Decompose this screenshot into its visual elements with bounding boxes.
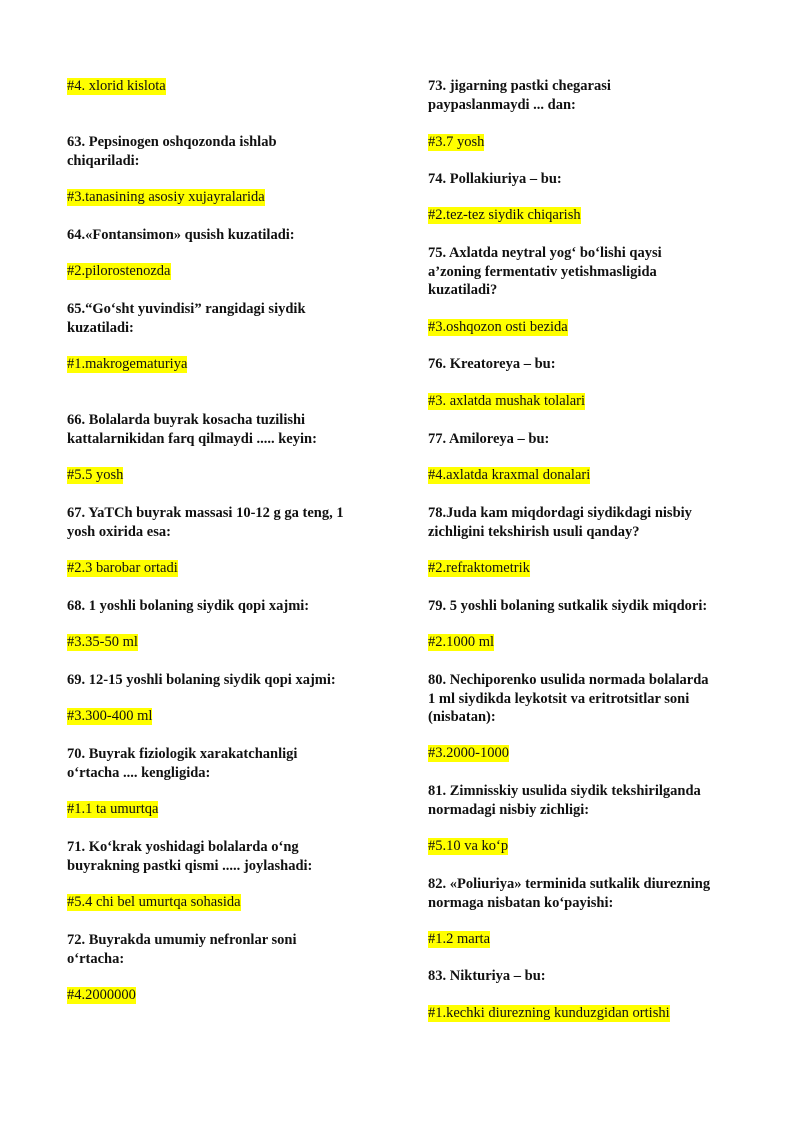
question-line: 70. Buyrak fiziologik xarakatchanligi [67, 746, 298, 762]
answer-text [428, 318, 568, 337]
highlighted-answer: #2.pilorostenozda [67, 263, 171, 279]
question-line: 65.“Go‘sht yuvindisi” rangidagi siydik [67, 301, 306, 317]
question-line: a’zoning fermentativ yetishmasligida [428, 263, 657, 280]
question-line: 80. Nechiporenko usulida normada bolalarda [428, 672, 709, 688]
question-line: 71. Ko‘krak yoshidagi bolalarda o‘ng [67, 839, 299, 855]
highlighted-answer: #5.4 chi bel umurtqa sohasida [67, 894, 241, 910]
answer-text [67, 355, 187, 374]
question-text [67, 745, 297, 782]
answer-text [67, 77, 166, 96]
question-line: kattalarnikidan farq qilmaydi ..... keyin: [67, 430, 317, 447]
answer-text [67, 188, 265, 207]
question-line: o‘rtacha .... kengligida: [67, 764, 211, 781]
question-text [428, 170, 562, 189]
highlighted-answer: #2.1000 ml [428, 634, 495, 650]
highlighted-answer: #5.5 yosh [67, 467, 124, 483]
question-line: 73. jigarning pastki chegarasi [428, 78, 611, 94]
question-text [428, 967, 546, 986]
question-text [67, 671, 336, 690]
question-text [67, 300, 306, 337]
answer-text [428, 392, 585, 411]
question-text [67, 504, 344, 541]
question-line: kuzatiladi: [67, 319, 134, 336]
question-text [428, 244, 662, 300]
answer-text [428, 466, 590, 485]
highlighted-answer: #4.axlatda kraxmal donalari [428, 467, 591, 483]
highlighted-answer: #3. axlatda mushak tolalari [428, 393, 586, 409]
question-text [428, 782, 701, 819]
highlighted-answer: #3.7 yosh [428, 134, 485, 150]
question-line: normadagi nisbiy zichligi: [428, 801, 590, 818]
answer-text [67, 893, 241, 912]
highlighted-answer: #3.35-50 ml [67, 634, 138, 650]
answer-text [428, 633, 494, 652]
question-line: o‘rtacha: [67, 950, 125, 967]
highlighted-answer: #2.tez-tez siydik chiqarish [428, 207, 581, 223]
question-line: paypaslanmaydi ... dan: [428, 96, 576, 113]
highlighted-answer: #3.2000-1000 [428, 745, 509, 761]
question-text [428, 504, 692, 541]
question-line: 76. Kreatoreya – bu: [428, 356, 556, 372]
question-line: kuzatiladi? [428, 282, 498, 298]
highlighted-answer: #2.3 barobar ortadi [67, 560, 178, 576]
answer-text [67, 633, 138, 652]
answer-text [67, 559, 178, 578]
question-text [428, 430, 549, 449]
question-text [67, 597, 309, 616]
question-line: 1 ml siydikda leykotsit va eritrotsitlar soni [428, 690, 690, 707]
question-line: chiqariladi: [67, 152, 140, 169]
question-line: 77. Amiloreya – bu: [428, 431, 550, 447]
answer-text [428, 559, 530, 578]
question-text [67, 226, 295, 245]
question-line: 74. Pollakiuriya – bu: [428, 171, 562, 187]
question-line: 72. Buyrakda umumiy nefronlar soni [67, 932, 297, 948]
question-line: (nisbatan): [428, 709, 496, 725]
question-line: 69. 12-15 yoshli bolaning siydik qopi xajmi: [67, 672, 336, 688]
highlighted-answer: #3.oshqozon osti bezida [428, 319, 568, 335]
highlighted-answer: #1.kechki diurezning kunduzgidan ortishi [428, 1005, 670, 1021]
question-text [67, 931, 297, 968]
answer-text [428, 837, 508, 856]
question-line: 83. Nikturiya – bu: [428, 968, 546, 984]
question-line: 67. YaTCh buyrak massasi 10-12 g ga teng, 1 [67, 505, 344, 521]
question-line: 78.Juda kam miqdordagi siydikdagi nisbiy [428, 505, 692, 521]
question-text [67, 133, 277, 170]
question-line: yosh oxirida esa: [67, 523, 171, 540]
highlighted-answer: #1.makrogematuriya [67, 356, 188, 372]
highlighted-answer: #3.300-400 ml [67, 708, 153, 724]
answer-text [428, 133, 484, 152]
highlighted-answer: #4. xlorid kislota [67, 78, 166, 94]
highlighted-answer: #5.10 va ko‘p [428, 838, 509, 854]
answer-text [67, 986, 136, 1005]
question-line: 68. 1 yoshli bolaning siydik qopi xajmi: [67, 598, 310, 614]
question-line: zichligini tekshirish usuli qanday? [428, 523, 640, 540]
question-line: buyrakning pastki qismi ..... joylashadi: [67, 857, 313, 874]
answer-text [428, 744, 509, 763]
highlighted-answer: #1.1 ta umurtqa [67, 801, 159, 817]
question-line: 82. «Poliuriya» terminida sutkalik diurezning [428, 876, 711, 892]
question-text [428, 77, 611, 114]
question-line: 66. Bolalarda buyrak kosacha tuzilishi [67, 412, 306, 428]
question-text [428, 671, 709, 727]
question-line: 79. 5 yoshli bolaning sutkalik siydik miqdori: [428, 598, 708, 614]
answer-text [428, 206, 581, 225]
question-line: 75. Axlatda neytral yog‘ bo‘lishi qaysi [428, 245, 662, 261]
question-text [428, 355, 556, 374]
question-text [67, 411, 317, 448]
answer-text [428, 930, 490, 949]
question-line: 64.«Fontansimon» qusish kuzatiladi: [67, 227, 295, 243]
highlighted-answer: #1.2 marta [428, 931, 491, 947]
question-line: 81. Zimnisskiy usulida siydik tekshirilganda [428, 783, 701, 799]
question-line: 63. Pepsinogen oshqozonda ishlab [67, 134, 277, 150]
question-text [428, 597, 707, 616]
answer-text [67, 707, 152, 726]
highlighted-answer: #3.tanasining asosiy xujayralarida [67, 189, 265, 205]
question-line: normaga nisbatan ko‘payishi: [428, 894, 614, 911]
answer-text [67, 800, 158, 819]
highlighted-answer: #4.2000000 [67, 987, 136, 1003]
answer-text [67, 262, 171, 281]
highlighted-answer: #2.refraktometrik [428, 560, 530, 576]
answer-text [428, 1004, 670, 1023]
answer-text [67, 466, 123, 485]
question-text [67, 838, 312, 875]
question-text [428, 875, 710, 912]
